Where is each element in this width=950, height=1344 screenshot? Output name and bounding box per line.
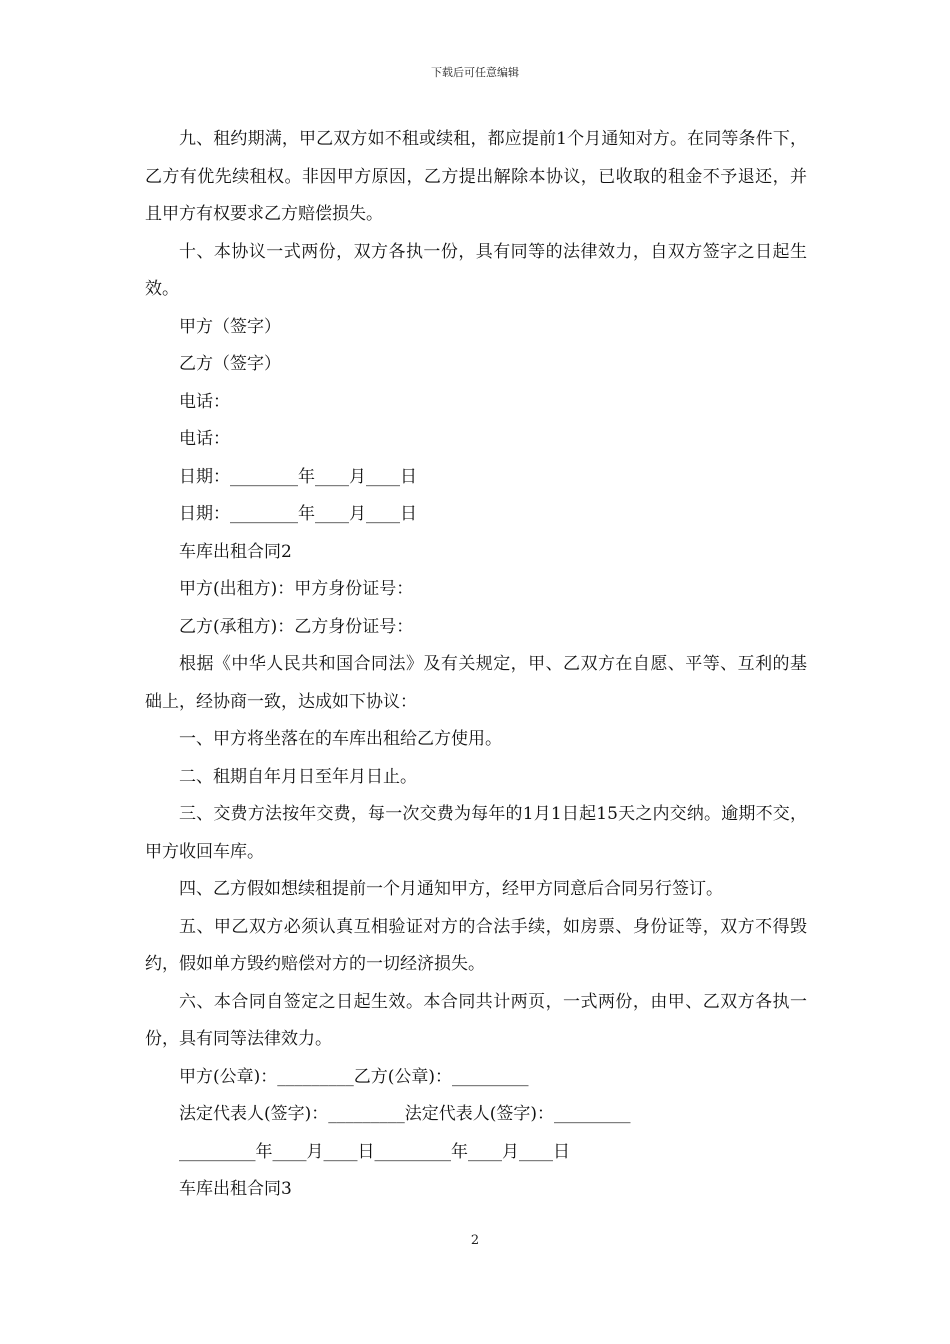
contract-preamble: 根据《中华人民共和国合同法》及有关规定，甲、乙双方在自愿、平等、互利的基础上，经协商一致，达成如下协议： (145, 654, 807, 712)
clause-5: 五、甲乙双方必须认真互相验证对方的合法手续，如房票、身份证等，双方不得毁约，假如单方毁约赔偿对方的一切经济损失。 (145, 916, 807, 974)
clause-4: 四、乙方假如想续租提前一个月通知甲方，经甲方同意后合同另行签订。 (179, 879, 723, 899)
clause-2: 二、租期自年月日至年月日止。 (179, 766, 417, 787)
date-line-a: 日期：________年____月____日 (179, 466, 417, 487)
page-header-note: 下载后可任意编辑 (431, 66, 519, 79)
contract-3-title: 车库出租合同3 (179, 1179, 292, 1199)
legal-rep-line: 法定代表人(签字)：_________法定代表人(签字)：_________ (179, 1104, 631, 1124)
party-a-signature: 甲方（签字） (179, 316, 281, 337)
party-a-lessor: 甲方(出租方)：甲方身份证号： (179, 579, 414, 599)
clause-1: 一、甲方将坐落在的车库出租给乙方使用。 (179, 729, 502, 749)
phone-line-b: 电话： (179, 429, 230, 449)
clause-6: 六、本合同自签定之日起生效。本合同共计两页，一式两份，由甲、乙双方各执一份，具有同等法律效力。 (145, 991, 807, 1049)
clause-3: 三、交费方法按年交费，每一次交费为每年的1月1日起15天之内交纳。逾期不交，甲方收回车库。 (145, 804, 807, 862)
party-b-lessee: 乙方(承租方)：乙方身份证号： (179, 616, 414, 637)
seal-line: 甲方(公章)：_________乙方(公章)：_________ (179, 1066, 529, 1087)
signing-date-line: _________年____月____日_________年____月____日 (179, 1141, 570, 1162)
phone-line-a: 电话： (179, 391, 230, 412)
document-body (145, 121, 807, 1209)
clause-10: 十、本协议一式两份，双方各执一份，具有同等的法律效力，自双方签字之日起生效。 (145, 241, 807, 299)
party-b-signature: 乙方（签字） (179, 354, 281, 374)
page-number: 2 (470, 1233, 480, 1248)
clause-9: 九、租约期满，甲乙双方如不租或续租，都应提前1个月通知对方。在同等条件下，乙方有优先续租权。非因甲方原因，乙方提出解除本协议，已收取的租金不予退还，并且甲方有权要求乙方赔偿损失。 (145, 129, 807, 224)
date-line-b: 日期：________年____月____日 (179, 504, 417, 524)
contract-2-title: 车库出租合同2 (179, 541, 292, 562)
